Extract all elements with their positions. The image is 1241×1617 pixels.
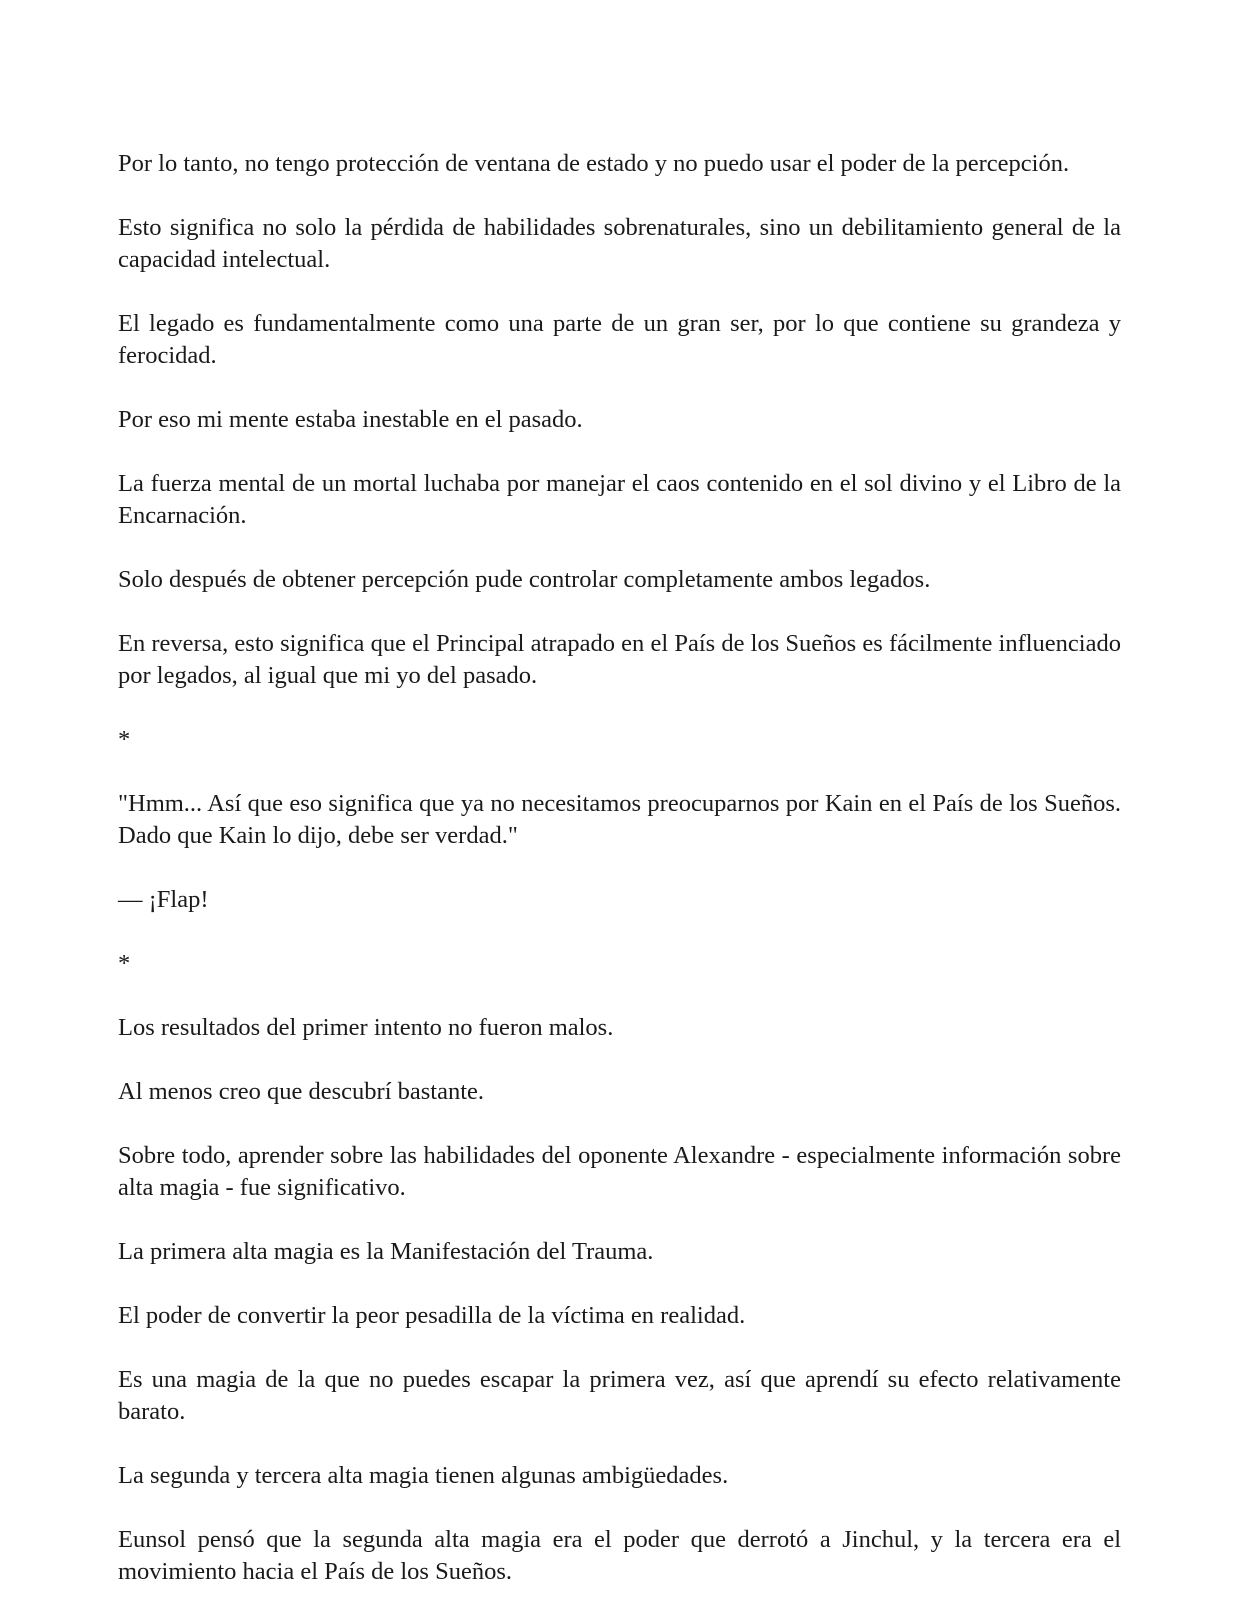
paragraph: El legado es fundamentalmente como una parte de un gran ser, por lo que contiene su grandeza y ferocidad. (118, 310, 1121, 369)
paragraph: La primera alta magia es la Manifestación del Trauma. (118, 1238, 654, 1265)
scene-break: * (118, 950, 131, 977)
paragraph: Eunsol pensó que la segunda alta magia era el poder que derrotó a Jinchul, y la tercera era el movimiento hacia el País de los Sueños. (118, 1526, 1121, 1585)
paragraph: Por eso mi mente estaba inestable en el pasado. (118, 406, 583, 433)
paragraph: Por lo tanto, no tengo protección de ventana de estado y no puedo usar el poder de la percepción. (118, 150, 1070, 177)
paragraph: Esto significa no solo la pérdida de habilidades sobrenaturales, sino un debilitamiento general de la capacidad intelectual. (118, 214, 1121, 273)
paragraph: La fuerza mental de un mortal luchaba por manejar el caos contenido en el sol divino y el Libro de la Encarnación. (118, 470, 1121, 529)
scene-break: * (118, 726, 131, 753)
paragraph: Sobre todo, aprender sobre las habilidades del oponente Alexandre - especialmente información sobre alta magia - fue significativo. (118, 1142, 1121, 1201)
paragraph: En reversa, esto significa que el Principal atrapado en el País de los Sueños es fácilmente influenciado por legados, al igual que mi yo del pasado. (118, 630, 1121, 689)
paragraph: El poder de convertir la peor pesadilla de la víctima en realidad. (118, 1302, 746, 1329)
paragraph: Es una magia de la que no puedes escapar la primera vez, así que aprendí su efecto relativamente barato. (118, 1366, 1121, 1425)
paragraph: La segunda y tercera alta magia tienen algunas ambigüedades. (118, 1462, 729, 1489)
document-page (118, 148, 1121, 1588)
sound-effect-line: — ¡Flap! (118, 886, 209, 913)
paragraph: Los resultados del primer intento no fueron malos. (118, 1014, 614, 1041)
paragraph: Solo después de obtener percepción pude controlar completamente ambos legados. (118, 566, 931, 593)
paragraph: Al menos creo que descubrí bastante. (118, 1078, 485, 1105)
dialogue-paragraph: "Hmm... Así que eso significa que ya no necesitamos preocuparnos por Kain en el País de los Sueños. Dado que Kain lo dijo, debe ser verdad." (118, 790, 1121, 849)
